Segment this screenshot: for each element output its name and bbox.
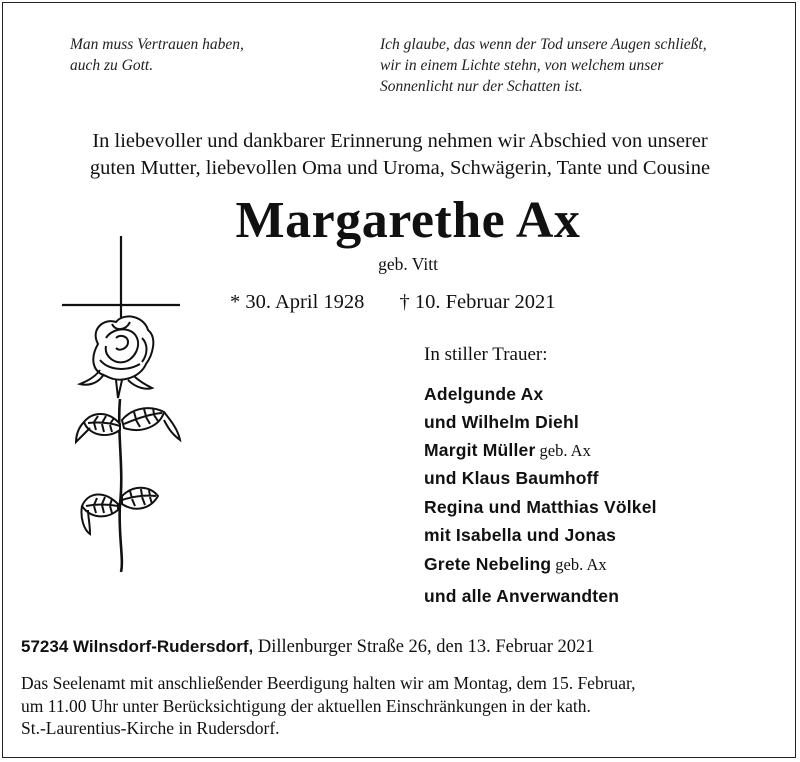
deceased-name: Margarethe Ax — [235, 192, 581, 249]
life-dates — [230, 289, 556, 315]
quote-line: auch zu Gott. — [70, 57, 154, 74]
mourner-name: und alle Anverwandten — [424, 586, 620, 606]
mourner-entry — [424, 381, 579, 437]
mourner-entry — [424, 494, 657, 550]
mourner-name: Regina und Matthias Völkel — [424, 497, 657, 517]
mourner-name: Adelgunde Ax — [424, 384, 544, 404]
maiden-name: geb. Vitt — [378, 254, 438, 274]
quote-line: Sonnenlicht nur der Schatten ist. — [380, 78, 583, 95]
quote-line: Ich glaube, das wenn der Tod unsere Augen schließt, — [380, 36, 707, 53]
funeral-line: um 11.00 Uhr unter Berücksichtigung der aktuellen Einschränkungen in der kath. — [21, 695, 591, 716]
mourner-birth-name: geb. Ax — [555, 555, 607, 574]
mourning-heading: In stiller Trauer: — [424, 344, 548, 365]
quote-right — [380, 34, 740, 97]
mourner-name: Margit Müller — [424, 440, 536, 460]
intro-text — [20, 128, 780, 182]
mourner-name: mit Isabella und Jonas — [424, 525, 617, 545]
mourner-entry — [424, 583, 619, 611]
rose-icon — [76, 316, 180, 572]
intro-line: guten Mutter, liebevollen Oma und Uroma, Schwägerin, Tante und Cousine — [89, 157, 711, 179]
mourner-name: und Wilhelm Diehl — [424, 412, 579, 432]
mourner-name: Grete Nebeling — [424, 554, 552, 574]
address-detail: Dillenburger Straße 26, den 13. Februar 2021 — [257, 637, 595, 657]
funeral-line: St.-Laurentius-Kirche in Rudersdorf. — [21, 718, 280, 738]
mourner-name: und Klaus Baumhoff — [424, 468, 599, 488]
quote-line: Man muss Vertrauen haben, — [70, 36, 244, 53]
funeral-line: Das Seelenamt mit anschließender Beerdigung halten wir am Montag, dem 15. Februar, — [21, 673, 636, 693]
quote-left — [70, 34, 350, 76]
funeral-info — [21, 672, 791, 740]
mourner-entry — [424, 437, 599, 493]
mourner-entry — [424, 551, 607, 579]
birth-date: * 30. April 1928 — [230, 291, 365, 313]
address-line — [21, 634, 595, 660]
quote-line: wir in einem Lichte stehn, von welchem unser — [380, 57, 664, 74]
intro-line: In liebevoller und dankbarer Erinnerung nehmen wir Abschied von unserer — [92, 130, 708, 152]
cross-rose-illustration — [54, 234, 184, 574]
death-date: † 10. Februar 2021 — [399, 291, 556, 313]
address-place: 57234 Wilnsdorf-Rudersdorf, — [21, 637, 254, 656]
mourner-birth-name: geb. Ax — [539, 441, 591, 460]
